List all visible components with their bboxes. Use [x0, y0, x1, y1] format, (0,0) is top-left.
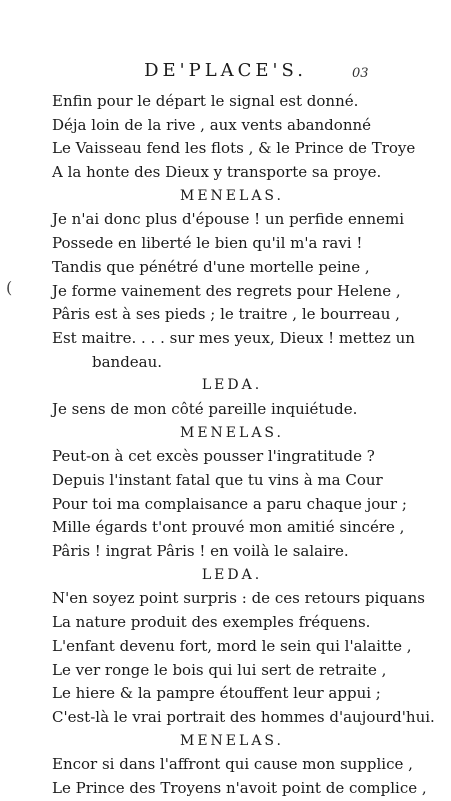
verse-line: Tandis que pénétré d'une mortelle peine ,	[52, 257, 370, 276]
speaker-name: LEDA.	[201, 377, 263, 394]
verse-line: Depuis l'instant fatal que tu vins à ma Cour	[52, 471, 383, 489]
verse-line: Pâris ! ingrat Pâris ! en voilà le salaire.	[52, 542, 349, 561]
page-number: 03	[352, 66, 369, 81]
speaker-name: MENELAS.	[180, 732, 284, 749]
verse-line: Encor si dans l'affront qui cause mon supplice ,	[52, 755, 413, 774]
verse-line: Possede en liberté le bien qu'il m'a ravi !	[52, 234, 363, 253]
verse-line: Je forme vainement des regrets pour Helene ,	[52, 281, 401, 300]
verse-line: Je sens de mon côté pareille inquiétude.	[52, 399, 358, 418]
verse-text	[52, 90, 435, 801]
verse-line: Le Prince des Troyens n'avoit point de complice ,	[52, 778, 427, 797]
verse-line: La nature produit des exemples fréquens.	[52, 613, 371, 632]
verse-line: Déja loin de la rive , aux vents abandonné	[52, 115, 372, 134]
verse-line: Pâris est à ses pieds ; le traitre , le bourreau ,	[52, 305, 400, 324]
verse-line: N'en soyez point surpris : de ces retours piquans	[52, 589, 425, 608]
verse-line: L'enfant devenu fort, mord le sein qui l'alaitte ,	[52, 636, 412, 655]
running-title: DE'PLACE'S.	[144, 60, 307, 81]
verse-line: C'est-là le vrai portrait des hommes d'aujourd'hui.	[52, 707, 435, 726]
speaker-name: LEDA.	[201, 566, 263, 583]
verse-line: Le hiere & la pampre étouffent leur appui ;	[52, 684, 381, 703]
verse-line: Le ver ronge le bois qui lui sert de retraite ,	[52, 660, 387, 679]
verse-line: Mille égards t'ont prouvé mon amitié sincére ,	[52, 518, 405, 537]
verse-line: A la honte des Dieux y transporte sa proye.	[52, 163, 382, 182]
verse-line: Je n'ai donc plus d'épouse ! un perfide ennemi	[52, 210, 405, 229]
speaker-name: MENELAS.	[180, 187, 284, 204]
verse-line: Enfin pour le départ le signal est donné.	[52, 92, 359, 110]
speaker-name: MENELAS.	[180, 424, 284, 441]
verse-line: Est maitre. . . . sur mes yeux, Dieux ! mettez un	[52, 328, 415, 347]
margin-mark: (	[6, 278, 13, 297]
verse-line: Pour toi ma complaisance a paru chaque jour ;	[52, 494, 407, 513]
verse-line: Peut-on à cet excès pousser l'ingratitude ?	[52, 447, 375, 466]
verse-line: Le Vaisseau fend les flots , & le Prince de Troye	[52, 139, 416, 158]
verse-continuation: bandeau.	[92, 352, 163, 371]
